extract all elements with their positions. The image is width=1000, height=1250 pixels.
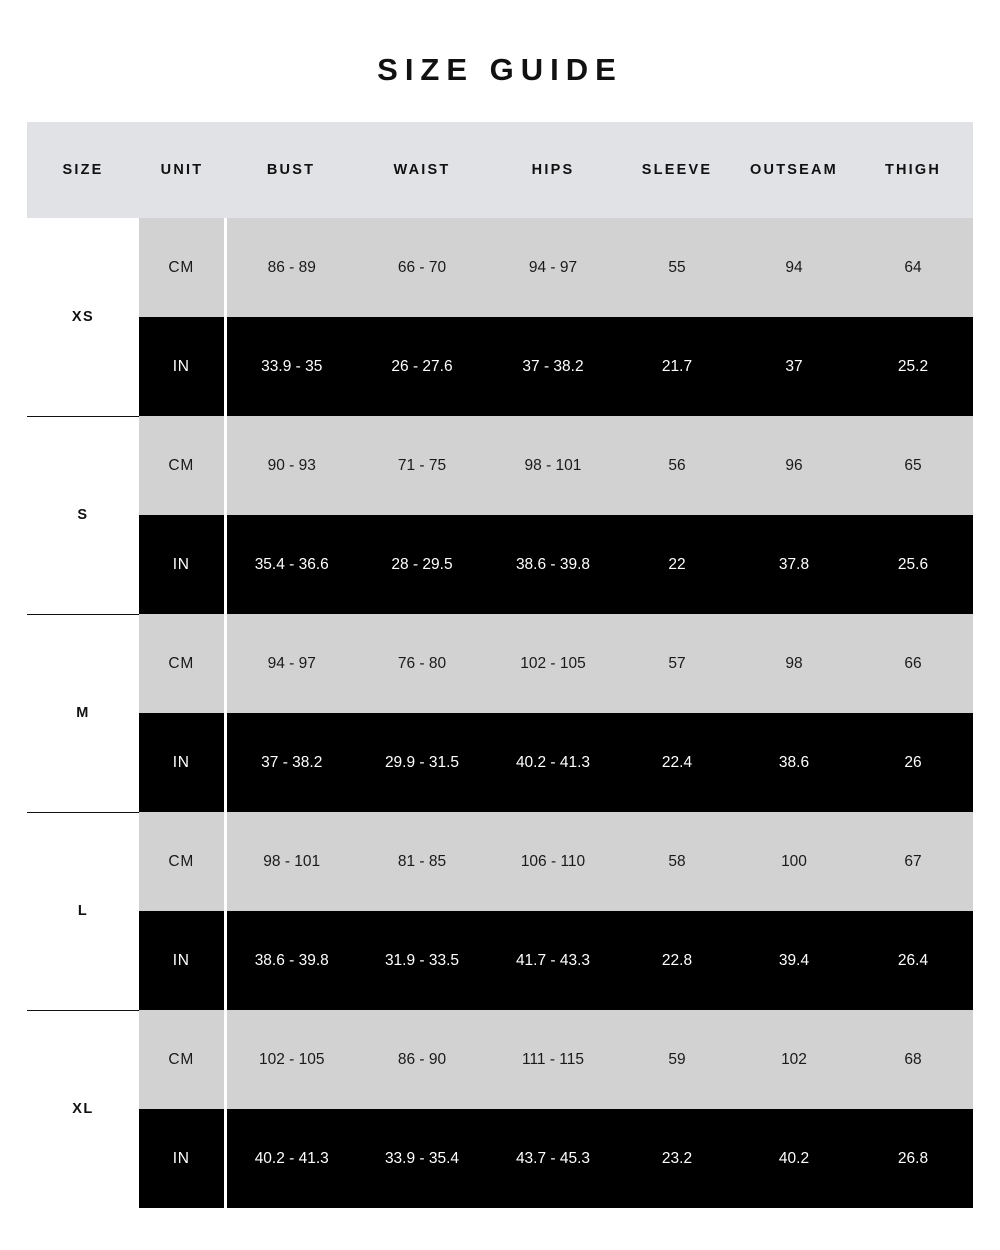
table-header bbox=[27, 122, 973, 218]
cell-waist: 29.9 - 31.5 bbox=[357, 713, 487, 812]
column-header-bust: BUST bbox=[225, 122, 357, 218]
cell-hips: 111 - 115 bbox=[487, 1010, 619, 1109]
table-row bbox=[27, 1010, 973, 1109]
cell-outseam: 40.2 bbox=[735, 1109, 853, 1208]
cell-waist: 81 - 85 bbox=[357, 812, 487, 911]
cell-bust: 86 - 89 bbox=[225, 218, 357, 317]
cell-sleeve: 22.8 bbox=[619, 911, 735, 1010]
cell-sleeve: 21.7 bbox=[619, 317, 735, 416]
cell-bust: 102 - 105 bbox=[225, 1010, 357, 1109]
column-header-waist: WAIST bbox=[357, 122, 487, 218]
cell-waist: 86 - 90 bbox=[357, 1010, 487, 1109]
cell-thigh: 68 bbox=[853, 1010, 973, 1109]
column-header-hips: HIPS bbox=[487, 122, 619, 218]
unit-label: IN bbox=[139, 515, 225, 614]
cell-hips: 41.7 - 43.3 bbox=[487, 911, 619, 1010]
cell-sleeve: 22 bbox=[619, 515, 735, 614]
table-row bbox=[27, 317, 973, 416]
page-title: SIZE GUIDE bbox=[377, 52, 623, 87]
unit-label: CM bbox=[139, 1010, 225, 1109]
size-label: XL bbox=[27, 1010, 139, 1208]
cell-sleeve: 22.4 bbox=[619, 713, 735, 812]
table-row bbox=[27, 713, 973, 812]
column-header-thigh: THIGH bbox=[853, 122, 973, 218]
cell-hips: 38.6 - 39.8 bbox=[487, 515, 619, 614]
size-label: XS bbox=[27, 218, 139, 416]
cell-waist: 28 - 29.5 bbox=[357, 515, 487, 614]
unit-label: CM bbox=[139, 812, 225, 911]
cell-outseam: 100 bbox=[735, 812, 853, 911]
cell-hips: 98 - 101 bbox=[487, 416, 619, 515]
cell-thigh: 25.6 bbox=[853, 515, 973, 614]
unit-label: IN bbox=[139, 1109, 225, 1208]
cell-outseam: 39.4 bbox=[735, 911, 853, 1010]
cell-hips: 40.2 - 41.3 bbox=[487, 713, 619, 812]
cell-bust: 37 - 38.2 bbox=[225, 713, 357, 812]
size-guide-table bbox=[27, 122, 975, 1208]
cell-thigh: 66 bbox=[853, 614, 973, 713]
cell-waist: 76 - 80 bbox=[357, 614, 487, 713]
unit-label: CM bbox=[139, 614, 225, 713]
table-row bbox=[27, 1109, 973, 1208]
cell-outseam: 37.8 bbox=[735, 515, 853, 614]
cell-outseam: 102 bbox=[735, 1010, 853, 1109]
column-header-outseam: OUTSEAM bbox=[735, 122, 853, 218]
cell-bust: 40.2 - 41.3 bbox=[225, 1109, 357, 1208]
table-row bbox=[27, 515, 973, 614]
cell-sleeve: 57 bbox=[619, 614, 735, 713]
cell-outseam: 96 bbox=[735, 416, 853, 515]
table-row bbox=[27, 812, 973, 911]
unit-label: IN bbox=[139, 713, 225, 812]
cell-sleeve: 55 bbox=[619, 218, 735, 317]
table-row bbox=[27, 614, 973, 713]
cell-hips: 106 - 110 bbox=[487, 812, 619, 911]
cell-thigh: 26.8 bbox=[853, 1109, 973, 1208]
table-row bbox=[27, 416, 973, 515]
cell-thigh: 64 bbox=[853, 218, 973, 317]
cell-thigh: 26 bbox=[853, 713, 973, 812]
cell-bust: 94 - 97 bbox=[225, 614, 357, 713]
cell-outseam: 94 bbox=[735, 218, 853, 317]
cell-thigh: 65 bbox=[853, 416, 973, 515]
table-row bbox=[27, 218, 973, 317]
cell-sleeve: 58 bbox=[619, 812, 735, 911]
cell-outseam: 98 bbox=[735, 614, 853, 713]
cell-hips: 37 - 38.2 bbox=[487, 317, 619, 416]
cell-bust: 90 - 93 bbox=[225, 416, 357, 515]
cell-waist: 31.9 - 33.5 bbox=[357, 911, 487, 1010]
cell-thigh: 67 bbox=[853, 812, 973, 911]
unit-label: IN bbox=[139, 317, 225, 416]
cell-sleeve: 23.2 bbox=[619, 1109, 735, 1208]
cell-outseam: 38.6 bbox=[735, 713, 853, 812]
size-label: L bbox=[27, 812, 139, 1010]
cell-bust: 38.6 - 39.8 bbox=[225, 911, 357, 1010]
column-header-unit: UNIT bbox=[139, 122, 225, 218]
cell-bust: 35.4 - 36.6 bbox=[225, 515, 357, 614]
cell-thigh: 26.4 bbox=[853, 911, 973, 1010]
column-header-size: SIZE bbox=[27, 122, 139, 218]
cell-hips: 43.7 - 45.3 bbox=[487, 1109, 619, 1208]
cell-waist: 71 - 75 bbox=[357, 416, 487, 515]
cell-waist: 33.9 - 35.4 bbox=[357, 1109, 487, 1208]
unit-label: CM bbox=[139, 416, 225, 515]
table-row bbox=[27, 911, 973, 1010]
cell-waist: 66 - 70 bbox=[357, 218, 487, 317]
table-header-row bbox=[27, 122, 973, 218]
column-header-sleeve: SLEEVE bbox=[619, 122, 735, 218]
cell-waist: 26 - 27.6 bbox=[357, 317, 487, 416]
size-label: S bbox=[27, 416, 139, 614]
size-guide-table-wrapper bbox=[27, 122, 973, 1208]
unit-label: CM bbox=[139, 218, 225, 317]
cell-hips: 94 - 97 bbox=[487, 218, 619, 317]
cell-bust: 33.9 - 35 bbox=[225, 317, 357, 416]
cell-outseam: 37 bbox=[735, 317, 853, 416]
unit-label: IN bbox=[139, 911, 225, 1010]
cell-hips: 102 - 105 bbox=[487, 614, 619, 713]
cell-sleeve: 59 bbox=[619, 1010, 735, 1109]
cell-sleeve: 56 bbox=[619, 416, 735, 515]
cell-bust: 98 - 101 bbox=[225, 812, 357, 911]
size-label: M bbox=[27, 614, 139, 812]
cell-thigh: 25.2 bbox=[853, 317, 973, 416]
table-body bbox=[27, 218, 973, 1208]
